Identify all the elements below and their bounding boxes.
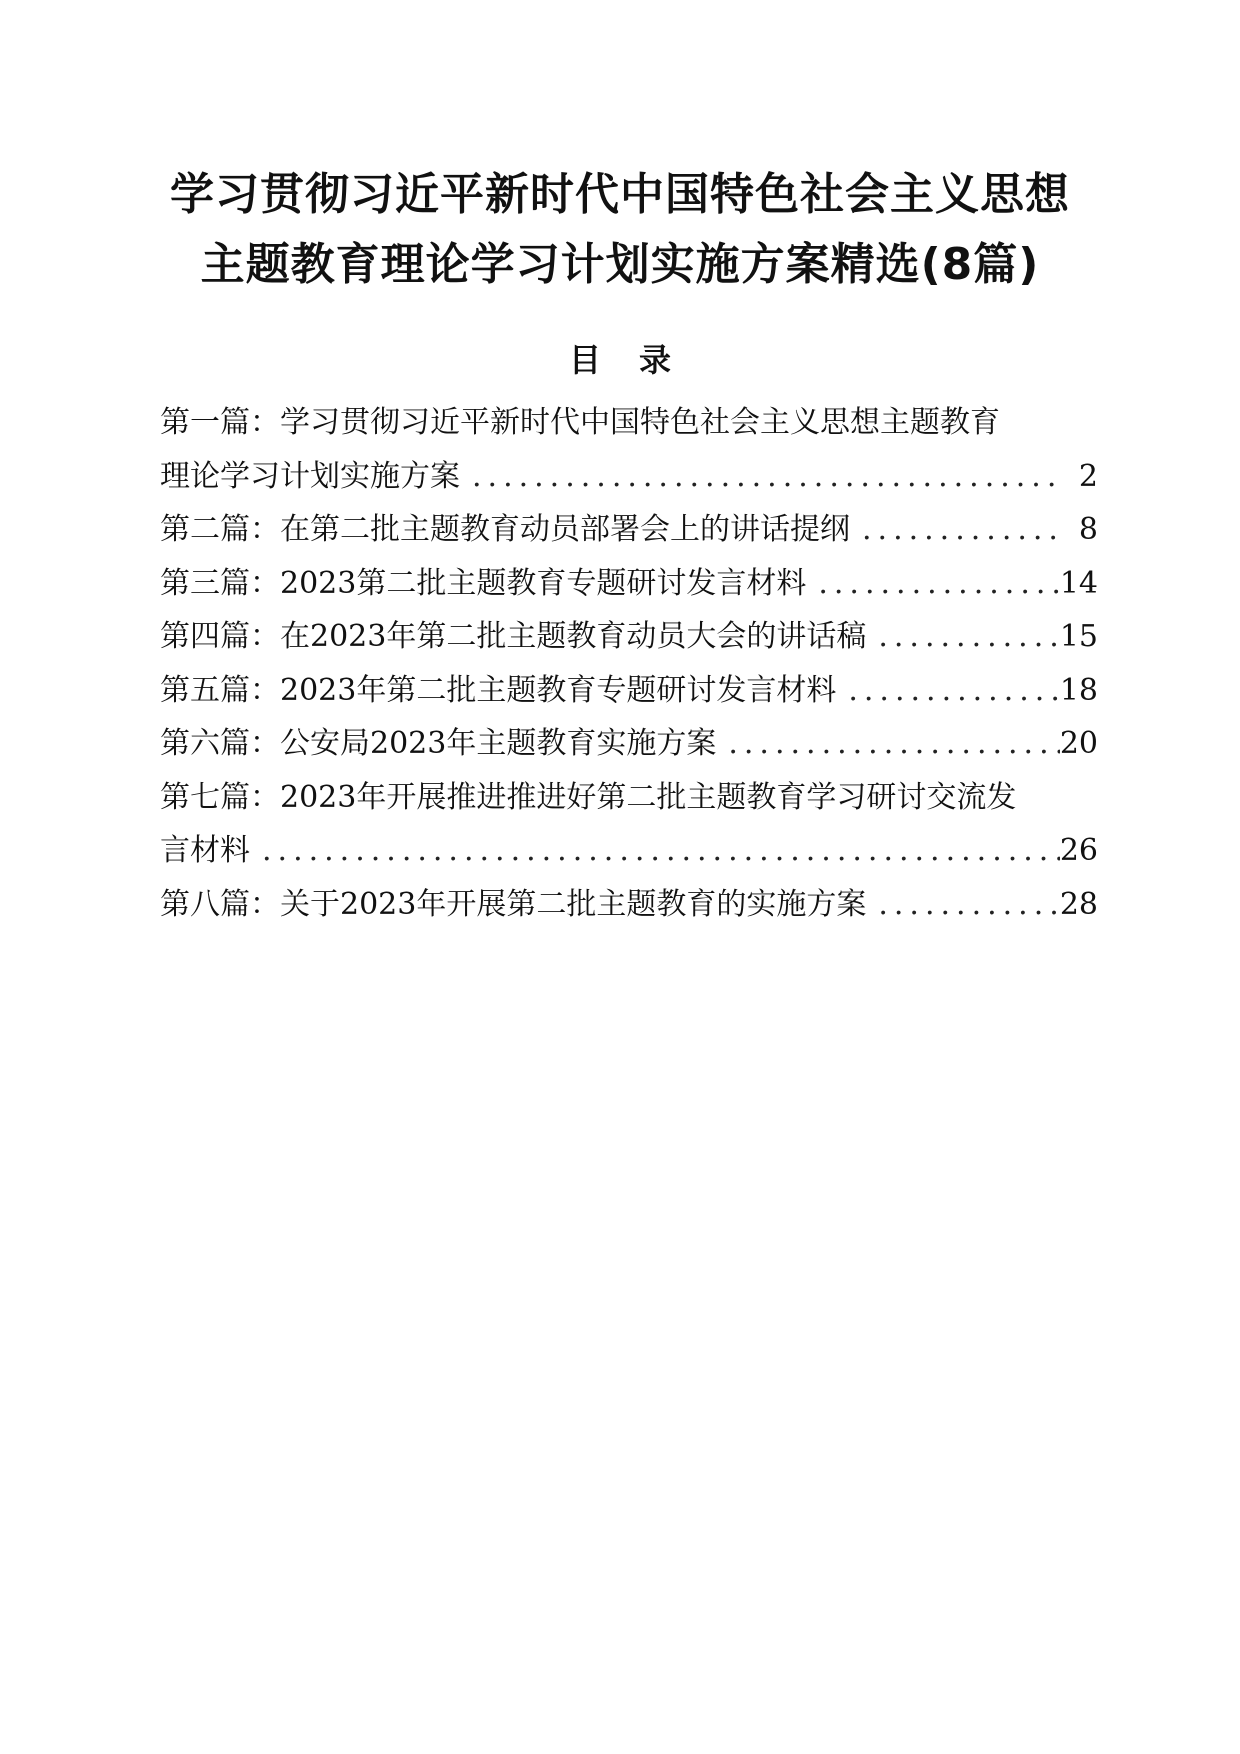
- toc-leader-dots: [850, 503, 1064, 557]
- toc-page-number: 8: [1078, 512, 1098, 547]
- toc-page-number: 28: [1059, 886, 1098, 922]
- toc-leader-dots: [806, 557, 1059, 611]
- toc-leader-dots: [836, 664, 1059, 718]
- toc-leader-dots: [866, 610, 1059, 664]
- toc-entry-8[interactable]: [160, 878, 1098, 932]
- toc-page-number: 18: [1059, 672, 1098, 708]
- toc-leader-dots: [250, 824, 1060, 878]
- toc-leader-dots: [716, 717, 1059, 771]
- toc-entry-3[interactable]: [160, 557, 1098, 611]
- toc-page-number: 20: [1059, 726, 1098, 761]
- toc-page-number: 26: [1059, 833, 1098, 868]
- toc-entry-2[interactable]: [160, 503, 1098, 557]
- toc-entry-title: 第八篇：关于2023年开展第二批主题教育的实施方案: [160, 886, 867, 922]
- document-title-line-1: 学习贯彻习近平新时代中国特色社会主义思想: [170, 169, 1070, 220]
- toc-entry-5[interactable]: [160, 664, 1098, 718]
- toc-entry-7[interactable]: [160, 771, 1098, 878]
- toc-page-number: 2: [1078, 458, 1098, 494]
- toc-entry-6[interactable]: [160, 717, 1098, 771]
- toc-entry-title: 第三篇：2023第二批主题教育专题研讨发言材料: [160, 565, 807, 601]
- toc-entry-4[interactable]: [160, 610, 1098, 664]
- toc-page-number: 15: [1059, 619, 1098, 654]
- toc-entry-title: 第一篇：学习贯彻习近平新时代中国特色社会主义思想主题教育: [160, 405, 1000, 440]
- toc-entry-title-continued: 言材料: [160, 833, 250, 868]
- document-title-line-2: 主题教育理论学习计划实施方案精选(8篇): [200, 239, 1040, 290]
- toc-entry-title: 第四篇：在2023年第二批主题教育动员大会的讲话稿: [160, 619, 867, 654]
- toc-leader-dots: [866, 878, 1059, 932]
- toc-entry-title-continued: 理论学习计划实施方案: [160, 458, 460, 494]
- toc-leader-dots: [460, 450, 1064, 504]
- toc-entry-1[interactable]: [160, 396, 1098, 503]
- toc-entry-title: 第二篇：在第二批主题教育动员部署会上的讲话提纲: [160, 512, 850, 547]
- toc-page-number: 14: [1059, 565, 1098, 601]
- toc-entry-title: 第七篇：2023年开展推进推进好第二批主题教育学习研讨交流发: [160, 779, 1017, 815]
- toc-entry-title: 第六篇：公安局2023年主题教育实施方案: [160, 726, 717, 761]
- toc-heading: 目录: [568, 341, 709, 379]
- table-of-contents: [160, 396, 1098, 931]
- toc-entry-title: 第五篇：2023年第二批主题教育专题研讨发言材料: [160, 672, 837, 708]
